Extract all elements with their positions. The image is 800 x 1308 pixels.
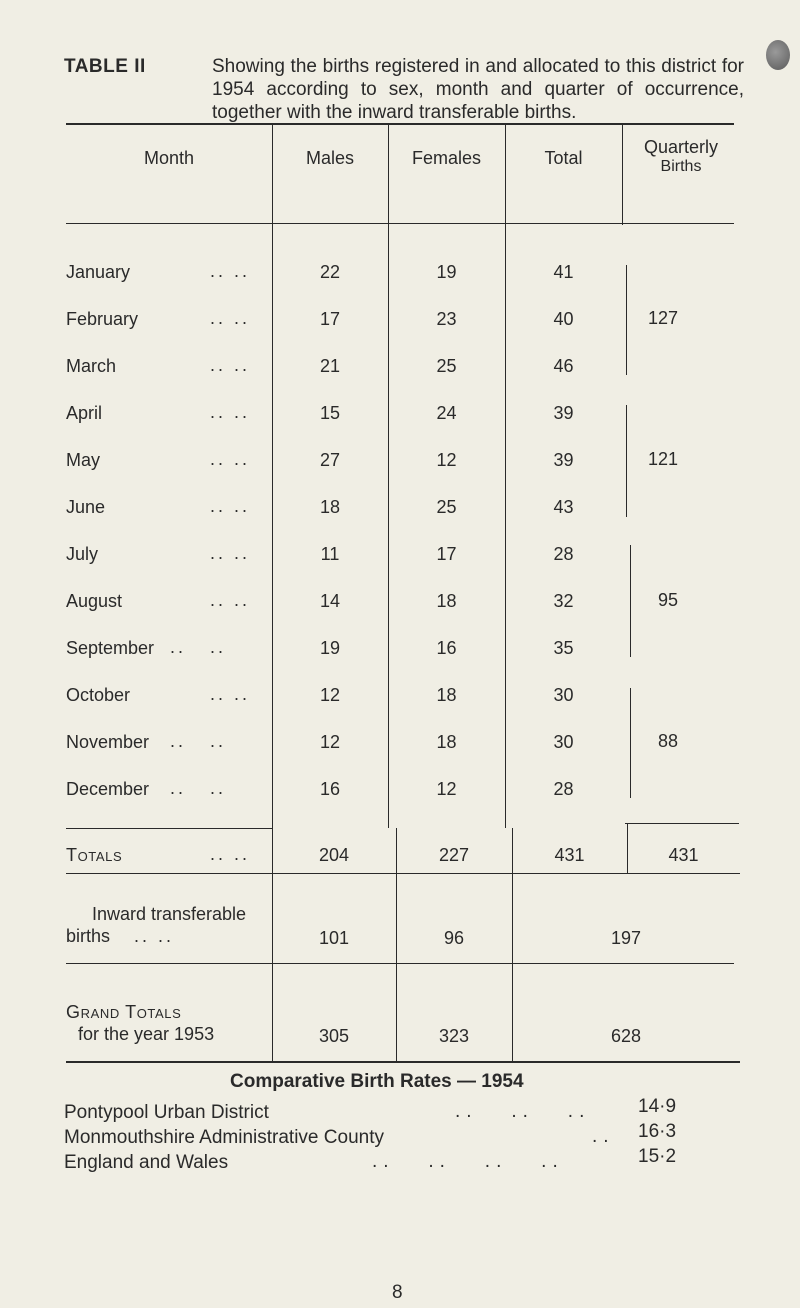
comparative-title: Comparative Birth Rates — 1954 bbox=[230, 1071, 524, 1092]
table-top-rule bbox=[66, 123, 734, 125]
females-cell: 16 bbox=[436, 638, 457, 658]
totals-bottom-rule bbox=[66, 873, 740, 874]
header-quarterly bbox=[622, 137, 740, 177]
males-cell: 15 bbox=[319, 403, 341, 423]
quarter-3-value: 95 bbox=[658, 590, 679, 610]
total-cell: 32 bbox=[553, 591, 574, 611]
males-cell: 17 bbox=[319, 309, 341, 329]
header-females: Females bbox=[411, 148, 482, 168]
leader-dots: .. .. .. .. bbox=[372, 1151, 564, 1172]
males-cell: 14 bbox=[319, 591, 341, 611]
month-name: November bbox=[66, 732, 150, 752]
month-name: January bbox=[66, 262, 131, 282]
table-label: TABLE II bbox=[64, 56, 146, 77]
leader-dots: .. .. bbox=[210, 590, 251, 610]
males-cell: 21 bbox=[319, 356, 341, 376]
rate-label-england-wales: England and Wales bbox=[64, 1152, 229, 1173]
inward-males: 101 bbox=[318, 928, 350, 948]
females-cell: 18 bbox=[436, 732, 457, 752]
totals-label: Totals bbox=[66, 845, 123, 865]
females-cell: 12 bbox=[436, 779, 457, 799]
females-cell: 25 bbox=[436, 356, 457, 376]
total-cell: 41 bbox=[553, 262, 574, 282]
leader-dots: .. .. bbox=[210, 496, 251, 516]
females-cell: 24 bbox=[436, 403, 457, 423]
inward-label-line1: Inward transferable bbox=[91, 904, 247, 924]
grand-label bbox=[66, 1001, 214, 1045]
header-total: Total bbox=[544, 148, 583, 168]
leader-dots: .. .. bbox=[210, 355, 251, 375]
males-cell: 16 bbox=[319, 779, 341, 799]
month-name: February bbox=[66, 309, 139, 329]
totals-females: 227 bbox=[438, 845, 470, 865]
table-description: Showing the births registered in and allocated to this district for 1954 according to sex, month and quarter of occurrence, together with the inward transferable births. bbox=[212, 56, 744, 123]
totals-males: 204 bbox=[318, 845, 350, 865]
leader-dots: .. .. bbox=[210, 402, 251, 422]
rate-value-england-wales: 15·2 bbox=[638, 1146, 677, 1167]
leader-dots: .. bbox=[592, 1126, 615, 1147]
totals-top-rule-left bbox=[66, 828, 272, 829]
month-name: August bbox=[66, 591, 123, 611]
total-cell: 43 bbox=[553, 497, 574, 517]
rate-value-pontypool: 14·9 bbox=[638, 1096, 677, 1117]
females-cell: 25 bbox=[436, 497, 457, 517]
col-divider-3-top bbox=[505, 125, 506, 828]
total-cell: 39 bbox=[553, 403, 574, 423]
quarter-2-brace bbox=[626, 405, 627, 517]
totals-quarterly: 431 bbox=[668, 845, 699, 865]
males-cell: 22 bbox=[319, 262, 341, 282]
females-cell: 18 bbox=[436, 685, 457, 705]
leader-dots: .. .. bbox=[170, 731, 227, 751]
header-quarterly-line1: Quarterly bbox=[643, 137, 719, 157]
rate-value-monmouthshire: 16·3 bbox=[638, 1121, 677, 1142]
total-cell: 28 bbox=[553, 779, 574, 799]
rate-label-pontypool: Pontypool Urban District bbox=[64, 1102, 269, 1123]
grand-males: 305 bbox=[318, 1026, 350, 1046]
month-name: March bbox=[66, 356, 117, 376]
header-quarterly-line2: Births bbox=[660, 158, 702, 175]
quarter-1-brace bbox=[626, 265, 627, 375]
col-divider-2-top bbox=[388, 125, 389, 828]
table-caption bbox=[64, 55, 744, 124]
header-month: Month bbox=[143, 148, 195, 168]
header-bottom-rule bbox=[66, 223, 734, 224]
leader-dots: .. .. bbox=[134, 926, 175, 946]
quarter-2-value: 121 bbox=[648, 449, 679, 469]
month-name: April bbox=[66, 403, 103, 423]
grand-label-line2: for the year 1953 bbox=[78, 1024, 215, 1044]
males-cell: 12 bbox=[319, 685, 341, 705]
leader-dots: .. .. bbox=[210, 844, 251, 864]
page-number: 8 bbox=[392, 1282, 403, 1303]
quarter-1-value: 127 bbox=[648, 308, 679, 328]
females-cell: 19 bbox=[436, 262, 457, 282]
table-bottom-rule bbox=[66, 1061, 740, 1063]
males-cell: 19 bbox=[319, 638, 341, 658]
males-cell: 11 bbox=[320, 544, 340, 564]
males-cell: 12 bbox=[319, 732, 341, 752]
leader-dots: .. .. bbox=[170, 778, 227, 798]
males-cell: 27 bbox=[319, 450, 341, 470]
month-name: October bbox=[66, 685, 131, 705]
quarter-3-brace bbox=[630, 545, 631, 657]
inward-label bbox=[66, 903, 272, 947]
leader-dots: .. .. bbox=[210, 308, 251, 328]
total-cell: 30 bbox=[553, 685, 574, 705]
inward-bottom-rule bbox=[66, 963, 734, 964]
grand-label-line1: Grand Totals bbox=[66, 1002, 182, 1022]
leader-dots: .. .. bbox=[210, 449, 251, 469]
corner-mark-icon bbox=[766, 40, 790, 70]
totals-top-rule-right bbox=[625, 823, 739, 824]
males-cell: 18 bbox=[319, 497, 341, 517]
leader-dots: .. .. bbox=[210, 261, 251, 281]
rate-label-monmouthshire: Monmouthshire Administrative County bbox=[64, 1127, 384, 1148]
quarter-4-brace bbox=[630, 688, 631, 798]
month-name: September bbox=[66, 638, 155, 658]
month-name: June bbox=[66, 497, 106, 517]
totals-total: 431 bbox=[554, 845, 585, 865]
header-males: Males bbox=[305, 148, 354, 168]
total-cell: 46 bbox=[553, 356, 574, 376]
leader-dots: .. .. bbox=[170, 637, 227, 657]
total-cell: 30 bbox=[553, 732, 574, 752]
total-cell: 40 bbox=[553, 309, 574, 329]
females-cell: 17 bbox=[436, 544, 457, 564]
females-cell: 23 bbox=[436, 309, 457, 329]
leader-dots: .. .. bbox=[210, 543, 251, 563]
month-name: May bbox=[66, 450, 101, 470]
inward-label-line2: births .. .. bbox=[66, 926, 175, 946]
females-cell: 18 bbox=[436, 591, 457, 611]
leader-dots: .. .. bbox=[210, 684, 251, 704]
inward-females: 96 bbox=[443, 928, 465, 948]
leader-dots: .. .. .. bbox=[455, 1101, 591, 1122]
females-cell: 12 bbox=[436, 450, 457, 470]
total-cell: 35 bbox=[553, 638, 574, 658]
total-cell: 39 bbox=[553, 450, 574, 470]
month-name: July bbox=[66, 544, 99, 564]
grand-females: 323 bbox=[438, 1026, 470, 1046]
month-name: December bbox=[66, 779, 150, 799]
grand-total: 628 bbox=[610, 1026, 642, 1046]
total-cell: 28 bbox=[553, 544, 574, 564]
quarter-4-value: 88 bbox=[658, 731, 679, 751]
inward-total: 197 bbox=[610, 928, 642, 948]
